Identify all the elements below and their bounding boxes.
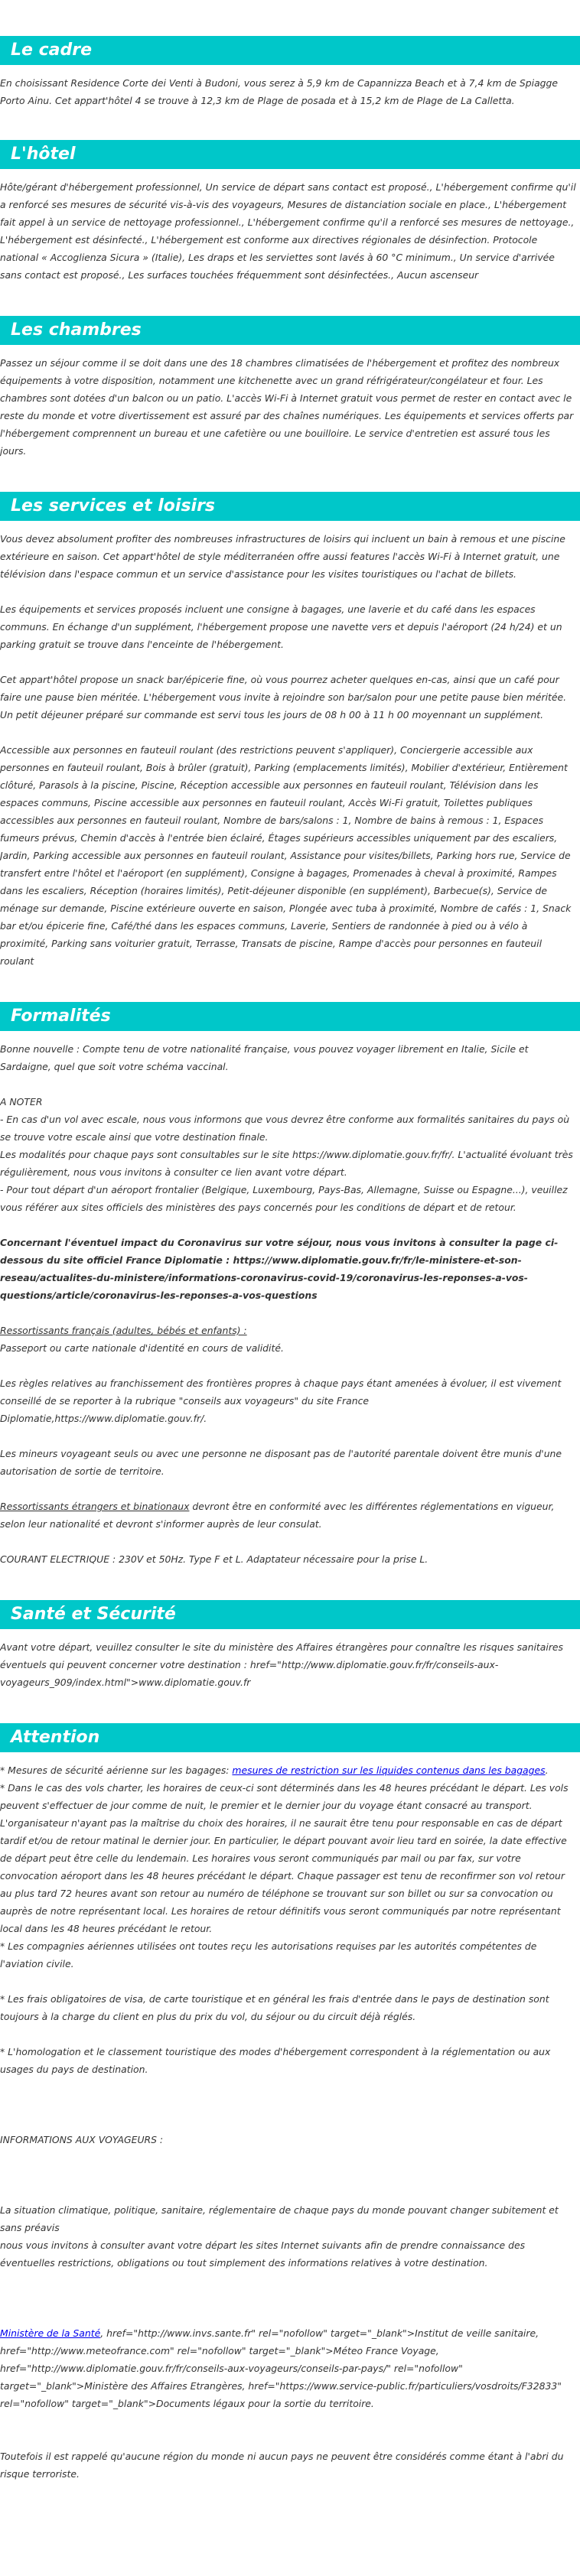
hotel-text: Hôte/gérant d'hébergement professionnel, Un service de départ sans contact est proposé., L'hébergement confirme qu'il a renforcé ses mesures de sécurité vis-à-vis des voyageurs, Mesures de distanciation sociale en place., L'hébergement fait appel à un service de nettoyage professionnel., L'hébergement confirme qu'il a renforcé ses mesures de nettoyage., L'hébergement est désinfecté., L'hébergement est conforme aux directives régionales de désinfection. Protocole national « Accoglienza Sicura » (Italie), Les draps et les serviettes sont lavés à 60 °C minimum., Un service d'arrivée sans contact est proposé., Les surfaces touchées fréquemment sont désinfectées., Aucun ascenseur bbox=[0, 181, 576, 281]
formalites-intro: Bonne nouvelle : Compte tenu de votre nationalité française, vous pouvez voyager librement en Italie, Sicile et Sardaigne, quel que soit votre schéma vaccinal. bbox=[0, 1043, 529, 1072]
cadre-text: En choisissant Residence Corte dei Venti à Budoni, vous serez à 5,9 km de Capannizza Beach et à 7,4 km de Spiagge Porto Ainu. Cet appart'hôtel 4 se trouve à 12,3 km de Plage de posada et à 15,2 km de Plage de La Calletta. bbox=[0, 77, 559, 106]
services-paragraph-3: Cet appart'hôtel propose un snack bar/épicerie fine, où vous pourrez acheter quelques en-cas, ainsi que un café pour faire une pause bien méritée. L'hébergement vous invite à rejoindre son bar/salon pour une petite pause bien méritée. Un petit déjeuner préparé sur commande est servi tous les jours de 08 h 00 à 11 h 00 moyennant un supplément. bbox=[0, 674, 567, 720]
services-text bbox=[0, 530, 580, 970]
ministere-sante-link[interactable]: Ministère de la Santé bbox=[0, 2327, 101, 2339]
coronavirus-notice: Concernant l'éventuel impact du Coronavirus sur votre séjour, nous vous invitons à consulter la page ci-dessous du site officiel France Diplomatie : https://www.diplomatie.gouv.fr/fr/le-ministere-et-son-reseau/actualites-du-ministere/informations-coronavirus-covid-19/coronavirus-les-reponses-a-vos-questions/article/coronavirus-les-reponses-a-vos-questions bbox=[0, 1237, 559, 1301]
mandatory-fees-text: * Les frais obligatoires de visa, de carte touristique et en général les frais d'entrée dans le pays de destination sont toujours à la charge du client en plus du prix du vol, du séjour ou du circuit déjà réglés. bbox=[0, 1993, 549, 2022]
services-paragraph-2: Les équipements et services proposés incluent une consigne à bagages, une laverie et du café dans les espaces communs. En échange d'un supplément, l'hébergement propose une navette vers et depuis l'aéroport (24 h/24) et un parking gratuit se trouve dans l'enceinte de l'hébergement. bbox=[0, 603, 562, 650]
note-escale: - En cas d'un vol avec escale, nous vous informons que vous devrez être conforme aux formalités sanitaires du pays où se trouve votre escale ainsi que votre destination finale. bbox=[0, 1114, 570, 1143]
section-title-sante: Santé et Sécurité bbox=[0, 1600, 580, 1629]
airlines-text: * Les compagnies aériennes utilisées ont toutes reçu les autorisations requises par les autorités compétentes de l'aviation civile. bbox=[0, 1940, 537, 1969]
electric-current-text: COURANT ELECTRIQUE : 230V et 50Hz. Type F et L. Adaptateur nécessaire pour la prise L. bbox=[0, 1553, 428, 1565]
baggage-security-end: . bbox=[545, 1764, 549, 1776]
section-title-formalites: Formalités bbox=[0, 1002, 580, 1031]
services-paragraph-1: Vous devez absolument profiter des nombreuses infrastructures de loisirs qui incluent un bain à remous et une piscine extérieure en saison. Cet appart'hôtel de style méditerranéen offre aussi features l'accès Wi-Fi à Internet gratuit, une télévision dans l'espace commun et un service d'assistance pour les visites touristiques ou l'achat de billets. bbox=[0, 533, 565, 580]
homologation-text: * L'homologation et le classement touristique des modes d'hébergement correspondent à la réglementation ou aux usages du pays de destination. bbox=[0, 2046, 551, 2075]
attention-text bbox=[0, 1761, 580, 2483]
charter-flights-text: * Dans le cas des vols charter, les horaires de ceux-ci sont déterminés dans les 48 heures précédant le départ. Les vols peuvent s'effectuer de jour comme de nuit, le premier et le dernier jour du voyage étant consacré au transport. L'organisateur n'ayant pas la maîtrise du choix des horaires, il ne saurait être tenu pour responsable en cas de départ tardif et/ou de retour matinal le dernier jour. En particulier, le départ pouvant avoir lieu tard en soirée, la date effective de départ peut être celle du lendemain. Les horaires vous seront communiqués par mail ou par fax, sur votre convocation aéroport dans les 48 heures précédant le départ. Chaque passager est tenu de reconfirmer son vol retour au plus tard 72 heures avant son retour au numéro de téléphone se trouvant sur son billet ou sur sa convocation ou auprès de notre représentant local. Les horaires de retour définitifs vous seront communiqués par notre représentant local dans les 48 heures précédant le retour. bbox=[0, 1782, 569, 1934]
minors-text: Les mineurs voyageant seuls ou avec une personne ne disposant pas de l'autorité parentale doivent être munis d'une autorisation de sortie de territoire. bbox=[0, 1448, 562, 1477]
section-title-chambres: Les chambres bbox=[0, 316, 580, 345]
note-frontalier: - Pour tout départ d'un aéroport frontalier (Belgique, Luxembourg, Pays-Bas, Allemagne, Suisse ou Espagne...), veuillez vous référer aux sites officiels des ministères des pays concernés pour les conditions de départ et de retour. bbox=[0, 1184, 568, 1213]
situation-text-1: La situation climatique, politique, sanitaire, réglementaire de chaque pays du monde pouvant changer subitement et sans préavis bbox=[0, 2204, 559, 2233]
baggage-security-label: * Mesures de sécurité aérienne sur les bagages: bbox=[0, 1764, 233, 1776]
section-title-attention: Attention bbox=[0, 1723, 580, 1752]
french-nationals-text: Passeport ou carte nationale d'identité en cours de validité. bbox=[0, 1342, 284, 1354]
note-modalites: Les modalités pour chaque pays sont consultables sur le site https://www.diplomatie.gouv.fr/fr/. L'actualité évoluant très régulièrement, nous vous invitons à consulter ce lien avant votre départ. bbox=[0, 1149, 573, 1178]
formalites-text bbox=[0, 1040, 580, 1568]
baggage-security bbox=[0, 1761, 577, 1779]
situation-text-2: nous vous invitons à consulter avant votre départ les sites Internet suivants afin de prendre connaissance des éventuelles restrictions, obligations ou tout simplement des informations relatives à votre destination. bbox=[0, 2239, 526, 2269]
liquids-restriction-link[interactable]: mesures de restriction sur les liquides contenus dans les bagages bbox=[232, 1764, 546, 1776]
foreign-nationals-text bbox=[0, 1498, 577, 1533]
border-rules-text: Les règles relatives au franchissement des frontières propres à chaque pays étant amenées à évoluer, il est vivement conseillé de se reporter à la rubrique "conseils aux voyageurs" du site France Diplomatie,https://www.diplomatie.gouv.fr/. bbox=[0, 1377, 562, 1424]
section-title-services: Les services et loisirs bbox=[0, 492, 580, 521]
section-title-cadre: Le cadre bbox=[0, 36, 580, 65]
note-heading: A NOTER bbox=[0, 1096, 43, 1107]
section-title-hotel: L'hôtel bbox=[0, 140, 580, 169]
travelers-info-heading: INFORMATIONS AUX VOYAGEURS : bbox=[0, 2134, 164, 2145]
useful-links-text: , href="http://www.invs.sante.fr" rel="nofollow" target="_blank">Institut de veille sanitaire, href="http://www.meteofrance.com" rel="nofollow" target="_blank">Méteo France Voyage, href="http://www.diplomatie.gouv.fr/fr/conseils-aux-voyageurs/conseils-par-pays/" rel="nofollow" target="_blank">Ministère des Affaires Etrangères, href="https://www.service-public.fr/particuliers/vosdroits/F32833" rel="nofollow" target="_blank">Documents légaux pour la sortie du territoire. bbox=[0, 2327, 562, 2409]
chambres-text: Passez un séjour comme il se doit dans une des 18 chambres climatisées de l'hébergement et profitez des nombreux équipements à votre disposition, notamment une kitchenette avec un grand réfrigérateur/congélateur et four. Les chambres sont dotées d'un balcon ou un patio. L'accès Wi-Fi à Internet gratuit vous permet de rester en contact avec le reste du monde et votre divertissement est assuré par des chaînes numériques. Les équipements et services offerts par l'hébergement comprennent un bureau et une cafetière ou une bouilloire. Le service d'entretien est assuré tous les jours. bbox=[0, 357, 574, 457]
foreign-nationals-heading: Ressortissants étrangers et binationaux bbox=[0, 1501, 190, 1512]
french-nationals-heading: Ressortissants français (adultes, bébés et enfants) : bbox=[0, 1325, 247, 1336]
sante-text: Avant votre départ, veuillez consulter le site du ministère des Affaires étrangères pour connaître les risques sanitaires éventuels qui peuvent concerner votre destination : href="http://www.diplomatie.gouv.fr/fr/conseils-aux-voyageurs_909/index.html">www.diplomatie.gouv.fr bbox=[0, 1641, 563, 1688]
foreign-nationals-body: devront être en conformité avec les différentes réglementations en vigueur, selon leur nationalité et devront s'informer auprès de leur consulat. bbox=[0, 1501, 555, 1530]
useful-links bbox=[0, 2324, 577, 2412]
terrorism-text: Toutefois il est rappelé qu'aucune région du monde ni aucun pays ne peuvent être considérés comme étant à l'abri du risque terroriste. bbox=[0, 2451, 564, 2480]
services-paragraph-4: Accessible aux personnes en fauteuil roulant (des restrictions peuvent s'appliquer), Conciergerie accessible aux personnes en fauteuil roulant, Bois à brûler (gratuit), Parking (emplacements limités), Mobilier d'extérieur, Entièrement clôturé, Parasols à la piscine, Piscine, Réception accessible aux personnes en fauteuil roulant, Télévision dans les espaces communs, Piscine accessible aux personnes en fauteuil roulant, Accès Wi-Fi gratuit, Toilettes publiques accessibles aux personnes en fauteuil roulant, Nombre de bars/salons : 1, Nombre de bains à remous : 1, Espaces fumeurs prévus, Chemin d'accès à l'entrée bien éclairé, Étages supérieurs accessibles uniquement par des escaliers, Jardin, Parking accessible aux personnes en fauteuil roulant, Assistance pour visites/billets, Parking hors rue, Service de transfert entre l'hôtel et l'aéroport (en supplément), Consigne à bagages, Promenades à cheval à proximité, Rampes dans les escaliers, Réception (horaires limités), Petit-déjeuner disponible (en supplément), Barbecue(s), Service de ménage sur demande, Piscine extérieure ouverte en saison, Plongée avec tuba à proximité, Nombre de cafés : 1, Snack bar et/ou épicerie fine, Café/thé dans les espaces communs, Laverie, Sentiers de randonnée à pied ou à vélo à proximité, Parking sans voiturier gratuit, Terrasse, Transats de piscine, Rampe d'accès pour personnes en fauteuil roulant bbox=[0, 744, 572, 967]
